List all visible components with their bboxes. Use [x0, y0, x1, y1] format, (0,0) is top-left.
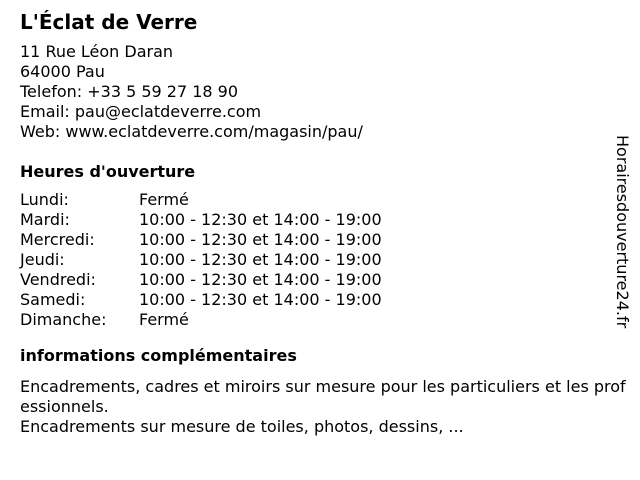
day-label: Mercredi:: [20, 230, 95, 249]
phone-line: Telefon: +33 5 59 27 18 90: [20, 82, 239, 101]
address-city: 64000 Pau: [20, 62, 105, 81]
day-hours: Fermé: [139, 190, 189, 209]
day-label: Jeudi:: [20, 250, 65, 269]
business-name: L'Éclat de Verre: [20, 10, 198, 34]
opening-hours-heading: Heures d'ouverture: [20, 162, 196, 181]
web-line: Web: www.eclatdeverre.com/magasin/pau/: [20, 122, 363, 141]
day-hours: 10:00 - 12:30 et 14:00 - 19:00: [139, 270, 382, 289]
day-label: Samedi:: [20, 290, 86, 309]
day-hours: 10:00 - 12:30 et 14:00 - 19:00: [139, 290, 382, 309]
opening-hours-table: [20, 190, 382, 330]
day-label: Mardi:: [20, 210, 70, 229]
site-watermark: Horairesdouverture24.fr: [613, 135, 632, 329]
email-line: Email: pau@eclatdeverre.com: [20, 102, 262, 121]
additional-info-paragraph: Encadrements sur mesure de toiles, photos, dessins, ...: [20, 417, 464, 436]
hours-row-monday: [20, 190, 382, 210]
day-hours: 10:00 - 12:30 et 14:00 - 19:00: [139, 210, 382, 229]
day-hours: 10:00 - 12:30 et 14:00 - 19:00: [139, 250, 382, 269]
address-street: 11 Rue Léon Daran: [20, 42, 174, 61]
hours-row-thursday: [20, 250, 382, 270]
hours-row-saturday: [20, 290, 382, 310]
day-label: Vendredi:: [20, 270, 96, 289]
additional-info-paragraph: Encadrements, cadres et miroirs sur mesure pour les particuliers et les professionnels.: [20, 377, 626, 416]
hours-row-tuesday: [20, 210, 382, 230]
day-label: Lundi:: [20, 190, 69, 209]
day-label: Dimanche:: [20, 310, 107, 329]
hours-row-wednesday: [20, 230, 382, 250]
hours-row-friday: [20, 270, 382, 290]
business-info: [20, 8, 630, 437]
day-hours: Fermé: [139, 310, 189, 329]
hours-row-sunday: [20, 310, 382, 330]
day-hours: 10:00 - 12:30 et 14:00 - 19:00: [139, 230, 382, 249]
additional-info-heading: informations complémentaires: [20, 346, 297, 365]
